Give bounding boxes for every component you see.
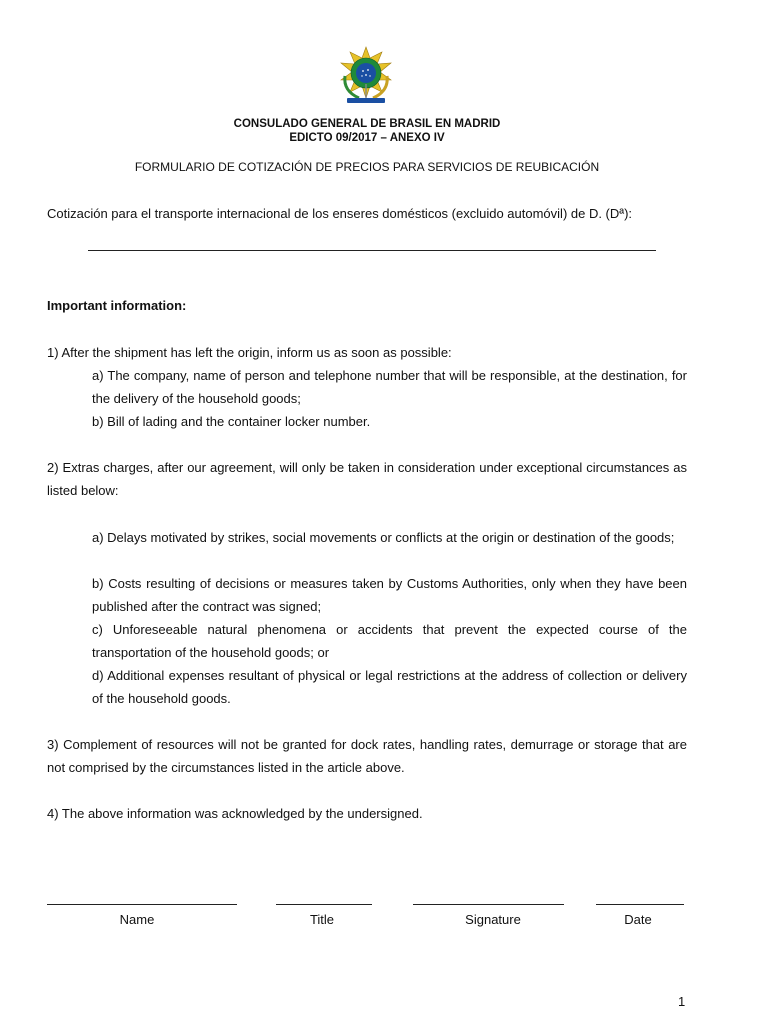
client-name-line[interactable] <box>88 236 656 251</box>
item-1-b: b) Bill of lading and the container locker number. <box>92 414 371 429</box>
form-title: FORMULARIO DE COTIZACIÓN DE PRECIOS PARA SERVICIOS DE REUBICACIÓN <box>134 160 600 174</box>
item-1-a: a) The company, name of person and telephone number that will be responsible, at the destination, for the delivery of the household goods; <box>92 368 687 406</box>
signature-line[interactable] <box>413 894 564 905</box>
important-heading: Important information: <box>47 298 187 313</box>
date-label: Date <box>624 912 652 927</box>
item-1: 1) After the shipment has left the origin, inform us as soon as possible: <box>47 345 452 360</box>
item-2-c: c) Unforeseeable natural phenomena or accidents that prevent the expected course of the transportation of the household goods; or <box>92 622 687 660</box>
consulate-name: CONSULADO GENERAL DE BRASIL EN MADRID <box>233 118 501 130</box>
date-signature-line[interactable] <box>596 894 684 905</box>
item-2-b: b) Costs resulting of decisions or measures taken by Customs Authorities, only when they have been published after the contract was signed; <box>92 576 687 614</box>
item-2-a: a) Delays motivated by strikes, social movements or conflicts at the origin or destination of the goods; <box>92 530 675 545</box>
brazil-coat-of-arms-icon <box>333 46 399 108</box>
edict-reference: EDICTO 09/2017 – ANEXO IV <box>289 132 445 144</box>
quotation-prompt: Cotización para el transporte internacional de los enseres domésticos (excluido automóvil) de D. (Dª): <box>47 206 633 221</box>
item-2: 2) Extras charges, after our agreement, will only be taken in consideration under exceptional circumstances as listed below: <box>47 460 687 498</box>
item-3: 3) Complement of resources will not be granted for dock rates, handling rates, demurrage or storage that are not comprised by the circumstances listed in the article above. <box>47 737 687 775</box>
name-signature-line[interactable] <box>47 894 237 905</box>
item-2-d: d) Additional expenses resultant of physical or legal restrictions at the address of collection or delivery of the household goods. <box>92 668 687 706</box>
item-4: 4) The above information was acknowledged by the undersigned. <box>47 806 423 821</box>
page-number: 1 <box>678 994 686 1009</box>
title-signature-line[interactable] <box>276 894 372 905</box>
signature-label: Signature <box>465 912 521 927</box>
title-label: Title <box>309 912 335 927</box>
name-label: Name <box>119 912 155 927</box>
